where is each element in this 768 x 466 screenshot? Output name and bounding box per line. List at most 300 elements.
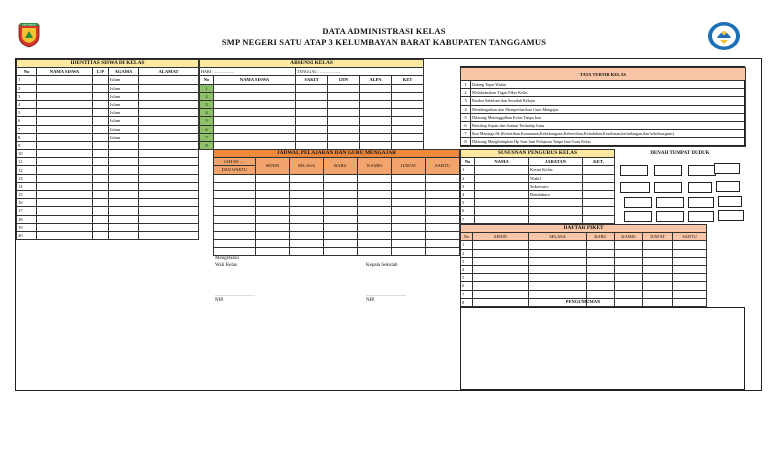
- cell: [328, 92, 360, 100]
- row-no: 4: [200, 109, 214, 117]
- cell: [473, 265, 529, 273]
- cell-nama-siswa: [37, 166, 93, 174]
- table-row: [214, 174, 460, 182]
- cell: [615, 274, 643, 282]
- cell-alamat: [139, 125, 199, 133]
- cell: [256, 240, 290, 248]
- cell: [426, 207, 460, 215]
- cell: [358, 190, 392, 198]
- seat: [654, 182, 682, 193]
- identitas-siswa-table: [16, 59, 199, 240]
- cell: [296, 109, 328, 117]
- cell: [324, 231, 358, 239]
- cell: [256, 174, 290, 182]
- table-row: [200, 109, 424, 117]
- cell-lp: [93, 158, 109, 166]
- table-row: [214, 182, 460, 190]
- cell: [673, 298, 707, 306]
- dan-waktu-header: DAN WAKTU: [214, 166, 256, 174]
- list-item: [461, 121, 746, 129]
- cell-lp: [93, 191, 109, 199]
- cell: [529, 249, 587, 257]
- pengurus-title: SUSUSNAN PENGURUS KELAS: [461, 150, 615, 158]
- list-item: [461, 97, 746, 105]
- cell: [673, 257, 707, 265]
- absensi-kelas-table: [199, 59, 424, 150]
- row-no: 5: [17, 109, 37, 117]
- cell-nama-siswa: [37, 109, 93, 117]
- cell-agama: [109, 166, 139, 174]
- seat: [620, 182, 650, 193]
- cell-nama-siswa: [37, 223, 93, 231]
- cell-nama-siswa: [37, 92, 93, 100]
- cell: [360, 100, 392, 108]
- cell: [673, 282, 707, 290]
- cell-alamat: [139, 174, 199, 182]
- table-row: [214, 240, 460, 248]
- row-no: 15: [17, 191, 37, 199]
- cell: [643, 249, 673, 257]
- table-row: [214, 190, 460, 198]
- cell: [328, 125, 360, 133]
- cell: [673, 274, 707, 282]
- cell: [214, 199, 256, 207]
- col-nama: NAMA: [475, 158, 529, 166]
- seat: [624, 197, 652, 208]
- seat: [716, 181, 740, 192]
- cell: [214, 223, 256, 231]
- cell-nama-siswa: [37, 191, 93, 199]
- cell-nama-siswa: [37, 100, 93, 108]
- cell-alamat: [139, 199, 199, 207]
- cell-nama-siswa: [37, 84, 93, 92]
- cell: [324, 240, 358, 248]
- cell: [473, 241, 529, 249]
- cell: [290, 174, 324, 182]
- cell: [296, 84, 328, 92]
- cell-agama: Islam: [109, 133, 139, 141]
- list-item: [461, 130, 746, 138]
- row-no: 20: [17, 231, 37, 239]
- cell-agama: Islam: [109, 117, 139, 125]
- kepala-sekolah-name-line: ........................................: [366, 292, 406, 297]
- denah-title: DENAH TEMPAT DUDUK: [650, 151, 710, 156]
- cell: [290, 199, 324, 207]
- cell: [256, 215, 290, 223]
- col-agama: AGAMA: [109, 68, 139, 76]
- cell: [324, 190, 358, 198]
- rule-text: Mendengarkan dan Memperhatikan Guru Mengajar: [471, 105, 746, 113]
- table-row: [17, 92, 199, 100]
- cell: [256, 190, 290, 198]
- cell: [673, 249, 707, 257]
- cell: [392, 100, 424, 108]
- cell: [643, 274, 673, 282]
- rule-text: Dilarang Menghidupkan Hp Saat Jam Pelajaran Tanpa Izin Guru Kelas: [471, 138, 746, 146]
- cell: [214, 133, 296, 141]
- cell: [214, 125, 296, 133]
- cell: [358, 248, 392, 256]
- row-no: 5: [461, 199, 475, 207]
- cell: [615, 249, 643, 257]
- cell: [256, 248, 290, 256]
- cell-lp: [93, 150, 109, 158]
- cell: [392, 190, 426, 198]
- cell: [358, 223, 392, 231]
- cell-jabatan: [529, 215, 583, 223]
- seat: [654, 165, 682, 176]
- cell-alamat: [139, 92, 199, 100]
- cell-lp: [93, 166, 109, 174]
- row-no: 2: [461, 89, 471, 97]
- rule-text: Berdoa Sebelum dan Sesudah Belajar: [471, 97, 746, 105]
- seat: [656, 211, 684, 222]
- table-row: [461, 257, 707, 265]
- cell: [256, 223, 290, 231]
- cell: [358, 182, 392, 190]
- row-no: 2: [461, 174, 475, 182]
- cell-lp: [93, 100, 109, 108]
- row-no: 3: [461, 257, 473, 265]
- row-no: 8: [17, 133, 37, 141]
- seat: [624, 211, 652, 222]
- cell-alamat: [139, 76, 199, 84]
- cell-nama-siswa: [37, 207, 93, 215]
- cell-agama: [109, 215, 139, 223]
- row-no: 6: [461, 207, 475, 215]
- cell: [587, 274, 615, 282]
- cell: [256, 199, 290, 207]
- cell-agama: Islam: [109, 109, 139, 117]
- cell: [392, 223, 426, 231]
- cell: [360, 133, 392, 141]
- cell: [328, 100, 360, 108]
- cell-agama: [109, 158, 139, 166]
- cell: [324, 248, 358, 256]
- cell-agama: Islam: [109, 100, 139, 108]
- cell-ket: [583, 174, 615, 182]
- cell: [392, 207, 426, 215]
- table-row: [17, 150, 199, 158]
- cell: [473, 257, 529, 265]
- cell: [473, 298, 529, 306]
- wali-kelas-name-line: ........................................: [215, 292, 255, 297]
- seat: [718, 196, 742, 207]
- row-no: 8: [461, 298, 473, 306]
- row-no: 5: [461, 113, 471, 121]
- cell-nama-siswa: [37, 141, 93, 149]
- cell: [392, 133, 424, 141]
- cell: [324, 207, 358, 215]
- row-no: 16: [17, 199, 37, 207]
- row-no: 8: [461, 138, 471, 146]
- jam-ke-header: JAM KE .....: [214, 158, 256, 166]
- cell: [214, 100, 296, 108]
- cell-nama-siswa: [37, 150, 93, 158]
- table-row: [461, 290, 707, 298]
- cell-nama: [475, 182, 529, 190]
- cell-agama: Islam: [109, 92, 139, 100]
- cell: [392, 248, 426, 256]
- cell: [214, 182, 256, 190]
- cell: [615, 290, 643, 298]
- cell-agama: [109, 191, 139, 199]
- col-senin: SENIN: [473, 233, 529, 241]
- cell: [426, 182, 460, 190]
- table-row: [17, 166, 199, 174]
- cell-agama: [109, 223, 139, 231]
- cell: [328, 117, 360, 125]
- cell-lp: [93, 117, 109, 125]
- day-senin: SENIN: [256, 158, 290, 174]
- cell: [587, 290, 615, 298]
- table-row: [17, 84, 199, 92]
- row-no: 5: [200, 117, 214, 125]
- row-no: 7: [200, 133, 214, 141]
- row-no: 3: [461, 97, 471, 105]
- cell: [392, 240, 426, 248]
- cell: [426, 190, 460, 198]
- row-no: 1: [461, 241, 473, 249]
- cell-nama-siswa: [37, 199, 93, 207]
- cell: [290, 190, 324, 198]
- list-item: [461, 81, 746, 89]
- cell-ket: [583, 166, 615, 174]
- cell: [529, 257, 587, 265]
- rule-text: Ikut Menjaga 8k (Ketertiban,Keamanan,Kebekangaan,Kebersihan,Keindahan,Kesehatan,kerindangan,dan kekeluargaan): [471, 130, 746, 138]
- rule-text: Dilarang Meninggalkan Kelas Tanpa Izin: [471, 113, 746, 121]
- table-row: [17, 109, 199, 117]
- row-no: 7: [17, 125, 37, 133]
- cell: [615, 241, 643, 249]
- cell: [214, 248, 256, 256]
- table-row: [461, 174, 615, 182]
- cell: [214, 231, 256, 239]
- cell-alamat: [139, 231, 199, 239]
- cell-nama-siswa: [37, 174, 93, 182]
- col-alamat: ALAMAT: [139, 68, 199, 76]
- table-row: [200, 84, 424, 92]
- cell: [426, 248, 460, 256]
- row-no: 2: [461, 249, 473, 257]
- cell: [673, 241, 707, 249]
- cell: [392, 231, 426, 239]
- cell-ket: [583, 190, 615, 198]
- cell: [615, 282, 643, 290]
- cell: [473, 290, 529, 298]
- cell-alamat: [139, 150, 199, 158]
- piket-title: DAFTAR PIKET: [461, 225, 707, 233]
- cell: [392, 182, 426, 190]
- cell-agama: Islam: [109, 84, 139, 92]
- rule-text: Melaksanakan Tugas Piket Kelas: [471, 89, 746, 97]
- row-no: 2: [200, 92, 214, 100]
- col-selasa: SELASA: [529, 233, 587, 241]
- cell: [643, 257, 673, 265]
- cell: [290, 215, 324, 223]
- table-row: [461, 166, 615, 174]
- cell-alamat: [139, 191, 199, 199]
- seat: [688, 182, 712, 193]
- cell: [296, 125, 328, 133]
- table-row: [461, 265, 707, 273]
- cell-lp: [93, 215, 109, 223]
- cell: [392, 174, 426, 182]
- page-title: DATA ADMINISTRASI KELAS: [322, 26, 446, 36]
- row-no: 6: [200, 125, 214, 133]
- row-no: 12: [17, 166, 37, 174]
- table-row: [461, 241, 707, 249]
- table-row: [214, 207, 460, 215]
- seat: [656, 197, 684, 208]
- cell: [360, 117, 392, 125]
- table-row: [17, 207, 199, 215]
- jadwal-title: JADWAL PELAJARAN DAN GURU MENGAJAR: [214, 150, 460, 158]
- table-row: [214, 231, 460, 239]
- cell: [214, 84, 296, 92]
- seat: [620, 165, 648, 176]
- cell: [358, 174, 392, 182]
- cell-alamat: [139, 215, 199, 223]
- cell: [392, 84, 424, 92]
- cell-lp: [93, 92, 109, 100]
- table-row: [17, 125, 199, 133]
- cell: [358, 207, 392, 215]
- table-row: [461, 282, 707, 290]
- cell: [615, 257, 643, 265]
- cell: [673, 265, 707, 273]
- wali-kelas-nip: NIP.: [215, 298, 224, 303]
- cell: [296, 133, 328, 141]
- row-no: 3: [17, 92, 37, 100]
- row-no: 6: [461, 282, 473, 290]
- row-no: 9: [17, 141, 37, 149]
- cell: [358, 199, 392, 207]
- row-no: 6: [461, 121, 471, 129]
- cell: [324, 199, 358, 207]
- cell: [392, 117, 424, 125]
- cell: [360, 84, 392, 92]
- cell: [426, 215, 460, 223]
- cell-nama: [475, 199, 529, 207]
- cell-lp: [93, 174, 109, 182]
- row-no: 8: [200, 141, 214, 149]
- cell-ket: [583, 207, 615, 215]
- row-no: 4: [461, 105, 471, 113]
- cell: [358, 231, 392, 239]
- cell: [358, 240, 392, 248]
- table-row: [17, 223, 199, 231]
- seat: [688, 211, 714, 222]
- table-row: [17, 174, 199, 182]
- cell-lp: [93, 84, 109, 92]
- rule-text: Bersikap Sopan dan Santun Terhadap Guru: [471, 121, 746, 129]
- col-alpa: ALPA: [360, 76, 392, 84]
- mengetahui-label: Mengetahui: [215, 256, 239, 261]
- cell-alamat: [139, 182, 199, 190]
- cell: [290, 231, 324, 239]
- col-nama-siswa: NAMA SISWA: [37, 68, 93, 76]
- col-no: No: [17, 68, 37, 76]
- cell: [587, 282, 615, 290]
- cell-nama-siswa: [37, 182, 93, 190]
- daftar-piket-table: [460, 224, 707, 307]
- cell: [529, 290, 587, 298]
- cell-jabatan: Sekretaris: [529, 182, 583, 190]
- cell: [296, 117, 328, 125]
- row-no: 4: [461, 190, 475, 198]
- cell-jabatan: Ketua Kelas: [529, 166, 583, 174]
- row-no: 3: [200, 100, 214, 108]
- cell: [328, 133, 360, 141]
- cell-lp: [93, 133, 109, 141]
- cell: [290, 223, 324, 231]
- cell: [529, 274, 587, 282]
- row-no: 3: [461, 182, 475, 190]
- cell-agama: [109, 150, 139, 158]
- col-nama-siswa: NAMA SISWA: [214, 76, 296, 84]
- cell: [392, 109, 424, 117]
- cell-lp: [93, 231, 109, 239]
- cell-agama: Islam: [109, 76, 139, 84]
- day-selasa: SELASA: [290, 158, 324, 174]
- table-row: [17, 158, 199, 166]
- table-row: [200, 100, 424, 108]
- table-row: [461, 274, 707, 282]
- cell-lp: [93, 207, 109, 215]
- cell-alamat: [139, 117, 199, 125]
- cell-jabatan: [529, 207, 583, 215]
- row-no: 17: [17, 207, 37, 215]
- cell-lp: [93, 199, 109, 207]
- row-no: 7: [461, 215, 475, 223]
- kepala-sekolah-nip: NIP.: [366, 298, 375, 303]
- cell: [643, 298, 673, 306]
- table-row: [461, 199, 615, 207]
- col-rabu: RABU: [587, 233, 615, 241]
- cell: [392, 215, 426, 223]
- identitas-title: IDENTITAS SISWA DI KELAS: [17, 60, 199, 68]
- col-jumat: JUM'AT: [643, 233, 673, 241]
- list-item: [461, 89, 746, 97]
- day-rabu: RABU: [324, 158, 358, 174]
- cell-lp: [93, 109, 109, 117]
- cell: [643, 290, 673, 298]
- cell-jabatan: Wakil: [529, 174, 583, 182]
- cell: [256, 182, 290, 190]
- cell-nama-siswa: [37, 125, 93, 133]
- table-row: [17, 199, 199, 207]
- kepala-sekolah-label: Kepala Sekolah: [366, 263, 398, 268]
- cell: [214, 240, 256, 248]
- cell-alamat: [139, 207, 199, 215]
- table-row: [17, 182, 199, 190]
- cell: [615, 265, 643, 273]
- row-no: 2: [17, 84, 37, 92]
- table-row: [17, 133, 199, 141]
- cell-lp: [93, 223, 109, 231]
- cell-lp: [93, 125, 109, 133]
- cell: [473, 274, 529, 282]
- row-no: 13: [17, 174, 37, 182]
- cell-nama-siswa: [37, 215, 93, 223]
- table-row: [461, 190, 615, 198]
- tut-wuri-handayani-logo-icon: [707, 21, 741, 51]
- jadwal-pelajaran-table: [213, 149, 460, 256]
- row-no: 7: [461, 130, 471, 138]
- table-row: [200, 133, 424, 141]
- table-row: [17, 215, 199, 223]
